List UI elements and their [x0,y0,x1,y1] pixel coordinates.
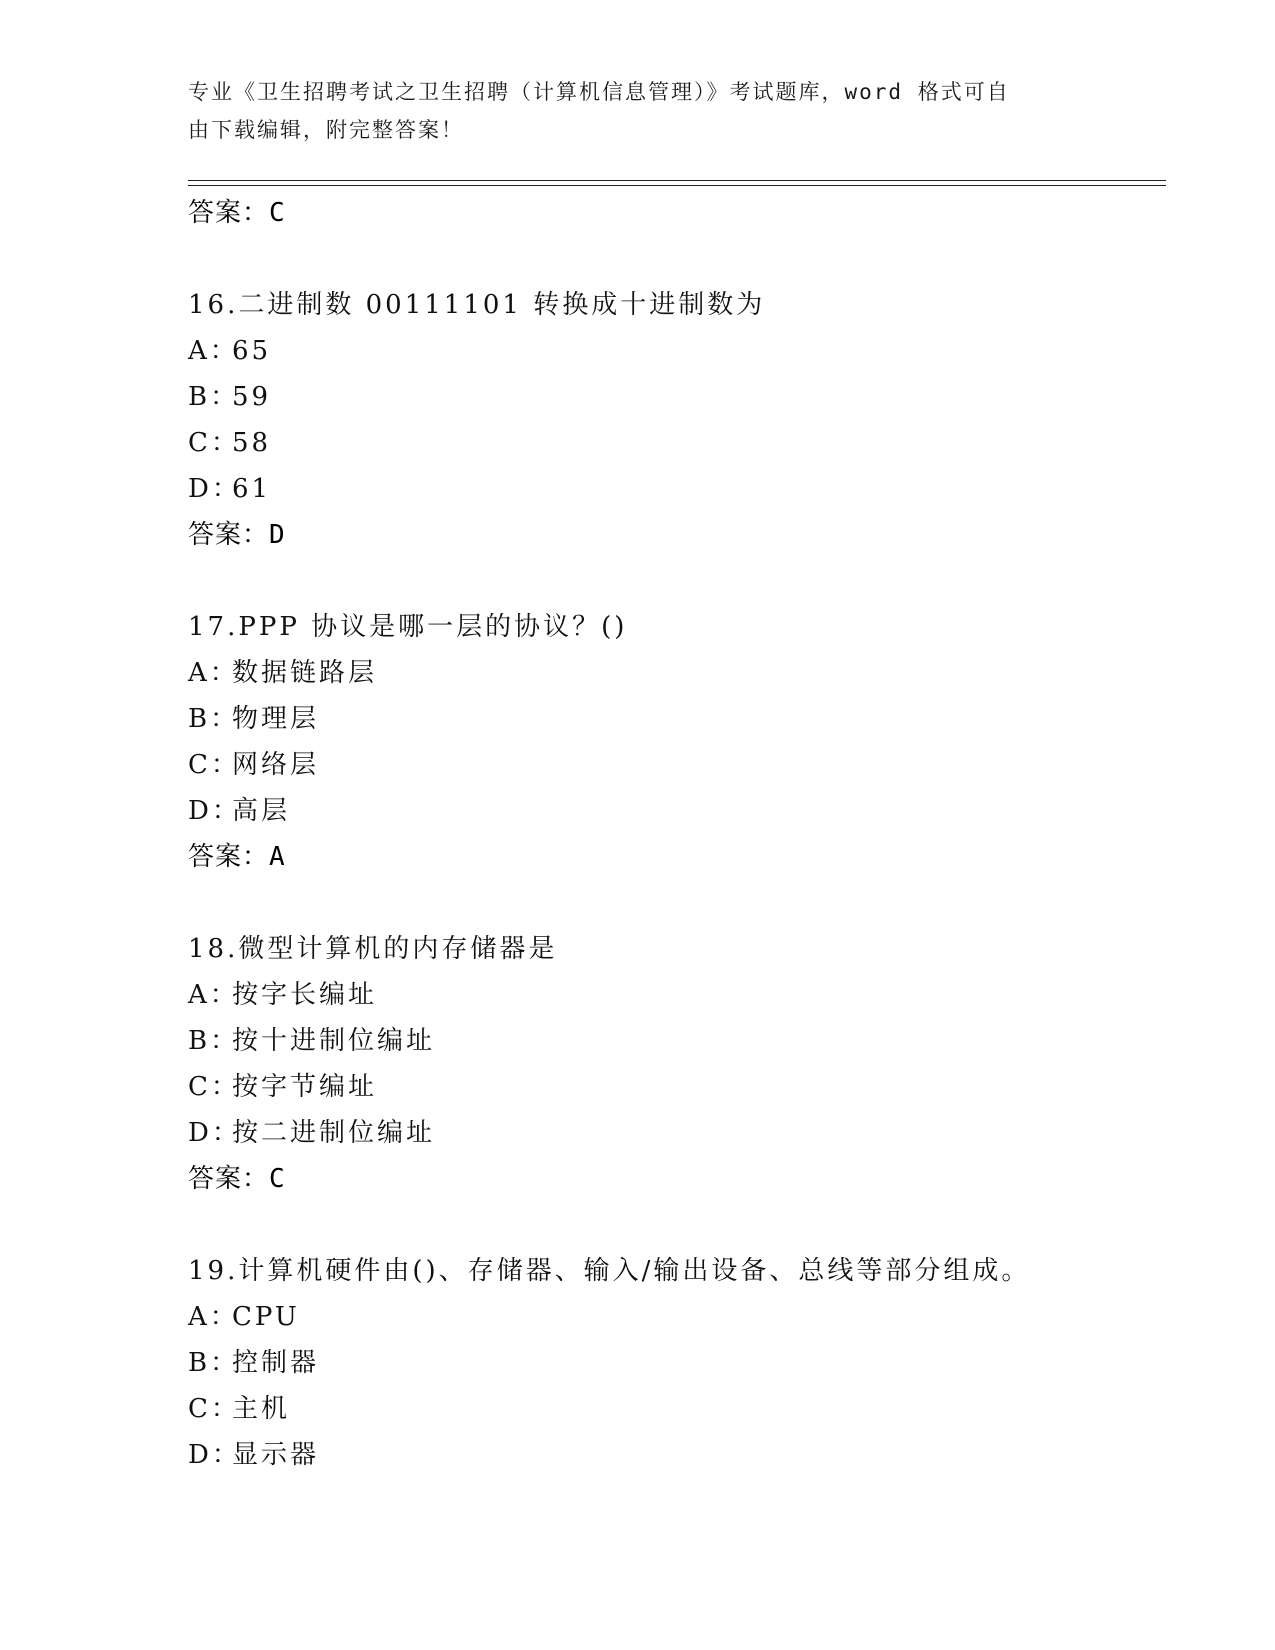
option-text: 高层 [232,796,291,826]
option-letter: B： [188,1026,240,1056]
question-text: 18.微型计算机的内存储器是 [188,934,558,964]
answer-value: D [269,520,286,550]
option-letter: C： [188,1394,240,1424]
answer-line [188,512,1168,558]
option-b [188,374,1168,420]
option-text: 65 [232,336,272,366]
option-letter: D： [188,1118,241,1148]
option-letter: B： [188,382,240,412]
option-c [188,1064,1168,1110]
option-b [188,696,1168,742]
option-text: 显示器 [232,1440,320,1470]
answer-value: C [269,1164,286,1194]
option-c [188,420,1168,466]
option-text: 主机 [232,1394,291,1424]
option-text: 网络层 [232,750,320,780]
question-text: 17.PPP 协议是哪一层的协议？() [188,612,628,642]
question-block [188,282,1168,558]
header-divider-top [188,180,1166,181]
option-letter: C： [188,1072,240,1102]
option-d [188,1110,1168,1156]
option-text: 按十进制位编址 [232,1026,436,1056]
option-text: CPU [232,1302,300,1332]
option-letter: D： [188,796,241,826]
option-letter: C： [188,428,240,458]
answer-label: 答案： [188,198,270,228]
option-d [188,1432,1168,1478]
answer-label: 答案： [188,842,270,872]
option-text: 数据链路层 [232,658,378,688]
option-text: 按字长编址 [232,980,378,1010]
option-a [188,650,1168,696]
question-list [188,190,1168,1478]
option-letter: D： [188,1440,241,1470]
option-letter: B： [188,1348,240,1378]
option-text: 59 [232,382,272,412]
question-block [188,604,1168,880]
option-text: 控制器 [232,1348,320,1378]
option-text: 按字节编址 [232,1072,378,1102]
option-letter: A： [188,336,239,366]
option-a [188,328,1168,374]
option-letter: C： [188,750,240,780]
option-a [188,972,1168,1018]
option-b [188,1340,1168,1386]
spacer [188,236,1168,282]
answer-line [188,834,1168,880]
header-divider-bottom [188,185,1166,186]
option-c [188,1386,1168,1432]
answer-value: A [269,842,286,872]
answer-line [188,190,1168,236]
question-text: 16.二进制数 00111101 转换成十进制数为 [188,290,766,320]
option-d [188,466,1168,512]
header-line-2: 由下载编辑，附完整答案！ [188,118,464,142]
answer-line [188,1156,1168,1202]
option-text: 61 [232,474,272,504]
option-a [188,1294,1168,1340]
option-letter: A： [188,980,239,1010]
header-line-1: 专业《卫生招聘考试之卫生招聘（计算机信息管理）》考试题库，word 格式可自 [188,80,1010,104]
spacer [188,558,1168,604]
answer-label: 答案： [188,1164,270,1194]
document-header [188,73,1088,149]
option-letter: A： [188,1302,239,1332]
option-letter: D： [188,474,241,504]
answer-label: 答案： [188,520,270,550]
answer-value: C [269,198,286,228]
option-d [188,788,1168,834]
option-c [188,742,1168,788]
option-text: 按二进制位编址 [232,1118,436,1148]
option-text: 58 [232,428,272,458]
question-text: 19.计算机硬件由()、存储器、输入/输出设备、总线等部分组成。 [188,1256,1031,1286]
option-letter: A： [188,658,239,688]
question-block [188,1248,1168,1478]
option-b [188,1018,1168,1064]
option-text: 物理层 [232,704,320,734]
spacer [188,1202,1168,1248]
option-letter: B： [188,704,240,734]
question-block [188,926,1168,1202]
spacer [188,880,1168,926]
